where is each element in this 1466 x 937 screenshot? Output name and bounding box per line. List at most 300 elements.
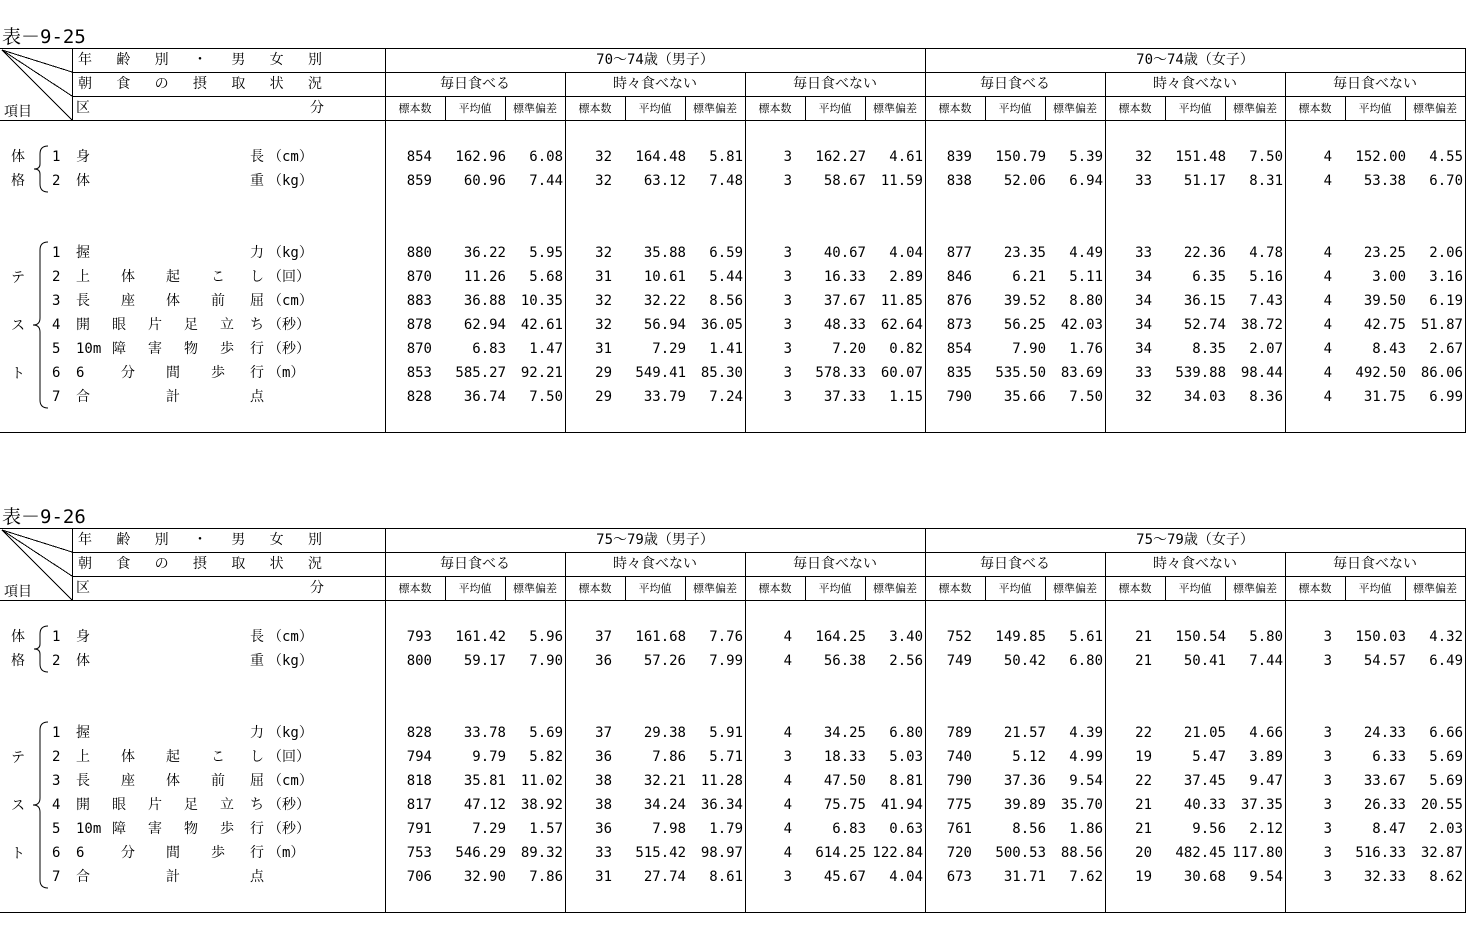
data-cell: 1.41 — [709, 341, 743, 357]
data-cell: 152.00 — [1355, 149, 1406, 165]
data-cell: 38 — [595, 797, 612, 813]
data-cell: 20 — [1135, 845, 1152, 861]
row-label-end: 長 — [250, 149, 264, 165]
subcol-label: 平均値 — [638, 102, 672, 115]
data-cell: 62.64 — [880, 317, 923, 333]
data-cell: 22 — [1135, 725, 1152, 741]
data-cell: 3.00 — [1372, 269, 1406, 285]
data-cell: 877 — [946, 245, 972, 261]
header-age-sex — [78, 52, 322, 68]
header-breakfast-char: 食 — [116, 556, 131, 572]
data-cell: 854 — [406, 149, 432, 165]
data-cell: 4.66 — [1249, 725, 1283, 741]
data-cell: 2.89 — [889, 269, 923, 285]
data-cell: 89.32 — [520, 845, 563, 861]
data-cell: 1.15 — [889, 389, 923, 405]
data-cell: 23.35 — [1003, 245, 1046, 261]
data-cell: 75.75 — [823, 797, 866, 813]
data-cell: 5.11 — [1069, 269, 1103, 285]
header-breakfast-char: 況 — [307, 556, 322, 572]
data-cell: 10.61 — [643, 269, 686, 285]
data-cell: 4 — [783, 629, 792, 645]
data-cell: 4.99 — [1069, 749, 1103, 765]
row-unit: （kg） — [268, 173, 313, 189]
data-cell: 3.40 — [889, 629, 923, 645]
data-cell: 11.59 — [880, 173, 923, 189]
data-cell: 4 — [1323, 365, 1332, 381]
data-cell: 34 — [1135, 269, 1152, 285]
data-cell: 32 — [595, 173, 612, 189]
status-label: 毎日食べない — [793, 76, 877, 92]
data-cell: 6.49 — [1429, 653, 1463, 669]
data-cell: 85.30 — [700, 365, 743, 381]
status-label: 時々食べない — [613, 76, 697, 92]
data-cell: 5.95 — [529, 245, 563, 261]
brace-physique — [34, 146, 48, 192]
data-cell: 21 — [1135, 653, 1152, 669]
row-unit: （秒） — [268, 821, 310, 837]
data-cell: 161.42 — [455, 629, 506, 645]
data-cell: 34 — [1135, 317, 1152, 333]
data-cell: 5.69 — [1429, 749, 1463, 765]
data-cell: 9.56 — [1192, 821, 1226, 837]
row-label-char: 眼 — [112, 317, 126, 333]
row-label-char: 計 — [166, 869, 180, 885]
data-cell: 52.06 — [1003, 173, 1046, 189]
row-label-char: 立 — [220, 797, 234, 813]
data-cell: 31 — [595, 869, 612, 885]
data-cell: 162.96 — [455, 149, 506, 165]
row-label-char: 物 — [184, 341, 198, 357]
row-label-char: 立 — [220, 317, 234, 333]
data-cell: 34.24 — [643, 797, 686, 813]
data-cell: 5.81 — [709, 149, 743, 165]
header-age-sex-char: 年 — [78, 532, 92, 548]
row-number: 2 — [52, 269, 61, 285]
data-cell: 33 — [1135, 245, 1152, 261]
group-female-label: 75～79歳（女子） — [1136, 532, 1254, 548]
data-cell: 5.44 — [709, 269, 743, 285]
data-cell: 4.39 — [1069, 725, 1103, 741]
status-label: 毎日食べる — [440, 76, 510, 92]
data-cell: 6.80 — [1069, 653, 1103, 669]
data-cell: 27.74 — [643, 869, 686, 885]
data-cell: 33 — [1135, 173, 1152, 189]
row-label-char: 体 — [166, 293, 180, 309]
subcol-label: 標本数 — [1118, 582, 1152, 595]
status-label: 毎日食べる — [440, 556, 510, 572]
row-number: 2 — [52, 749, 61, 765]
data-cell: 149.85 — [995, 629, 1046, 645]
row-label-char: 身 — [76, 149, 90, 165]
data-cell: 40.67 — [823, 245, 866, 261]
test-label-char: テ — [11, 270, 25, 286]
data-cell: 5.16 — [1249, 269, 1283, 285]
data-cell: 828 — [406, 389, 432, 405]
data-cell: 7.62 — [1069, 869, 1103, 885]
data-cell: 6.35 — [1192, 269, 1226, 285]
row-number: 4 — [52, 797, 61, 813]
data-cell: 34 — [1135, 293, 1152, 309]
row-unit: （m） — [268, 845, 305, 861]
data-cell: 793 — [406, 629, 432, 645]
header-division-label: 区 — [76, 100, 90, 116]
data-cell: 36 — [595, 749, 612, 765]
row-label-char: 開 — [76, 797, 90, 813]
data-cell: 31.71 — [1003, 869, 1046, 885]
data-cell: 3 — [1323, 749, 1332, 765]
data-cell: 26.33 — [1363, 797, 1406, 813]
row-label-char: 前 — [211, 773, 225, 789]
row-number: 2 — [52, 173, 61, 189]
data-cell: 7.24 — [709, 389, 743, 405]
data-cell: 3 — [1323, 725, 1332, 741]
data-cell: 62.94 — [463, 317, 506, 333]
data-cell: 21 — [1135, 629, 1152, 645]
row-label-char: 片 — [148, 317, 162, 333]
data-cell: 4.55 — [1429, 149, 1463, 165]
header-breakfast-char: 食 — [116, 76, 131, 92]
row-label-end: ち — [250, 317, 264, 333]
data-cell: 535.50 — [995, 365, 1046, 381]
data-cell: 19 — [1135, 749, 1152, 765]
data-cell: 98.97 — [700, 845, 743, 861]
data-cell: 790 — [946, 389, 972, 405]
data-cell: 6.83 — [832, 821, 866, 837]
row-unit: （秒） — [268, 317, 310, 333]
data-cell: 6.66 — [1429, 725, 1463, 741]
data-cell: 5.69 — [1429, 773, 1463, 789]
data-cell: 35.66 — [1003, 389, 1046, 405]
data-cell: 47.12 — [463, 797, 506, 813]
data-cell: 3 — [783, 365, 792, 381]
row-number: 3 — [52, 773, 61, 789]
data-cell: 2.12 — [1249, 821, 1283, 837]
data-cell: 6.08 — [529, 149, 563, 165]
data-cell: 7.29 — [652, 341, 686, 357]
data-cell: 4.04 — [889, 869, 923, 885]
header-breakfast-char: 取 — [231, 556, 246, 572]
data-cell: 4.61 — [889, 149, 923, 165]
data-cell: 150.03 — [1355, 629, 1406, 645]
data-cell: 31.75 — [1363, 389, 1406, 405]
data-cell: 3 — [1323, 797, 1332, 813]
data-cell: 818 — [406, 773, 432, 789]
data-cell: 36.15 — [1183, 293, 1226, 309]
header-age-sex-char: 男 — [231, 52, 246, 68]
status-label: 時々食べない — [613, 556, 697, 572]
data-cell: 33 — [1135, 365, 1152, 381]
data-cell: 5.68 — [529, 269, 563, 285]
test-label-char: ス — [11, 318, 25, 334]
subcol-label: 平均値 — [818, 582, 852, 595]
row-label-end: 力 — [250, 725, 264, 741]
row-label-end: 重 — [250, 173, 264, 189]
data-cell: 37.45 — [1183, 773, 1226, 789]
table-title: 表－9-25 — [2, 26, 86, 48]
header-breakfast-char: 状 — [269, 556, 284, 572]
data-cell: 38 — [595, 773, 612, 789]
row-label-end: 行 — [250, 365, 264, 381]
data-cell: 2.56 — [889, 653, 923, 669]
data-cell: 21.05 — [1183, 725, 1226, 741]
data-cell: 38.72 — [1240, 317, 1283, 333]
data-cell: 38.92 — [520, 797, 563, 813]
row-number: 5 — [52, 821, 61, 837]
row-label-end: 行 — [250, 845, 264, 861]
row-label-char: 体 — [76, 653, 90, 669]
data-cell: 870 — [406, 269, 432, 285]
row-number: 2 — [52, 653, 61, 669]
data-cell: 761 — [946, 821, 972, 837]
data-cell: 150.79 — [995, 149, 1046, 165]
data-cell: 32 — [1135, 149, 1152, 165]
data-cell: 29 — [595, 389, 612, 405]
data-cell: 37 — [595, 725, 612, 741]
data-cell: 6.94 — [1069, 173, 1103, 189]
row-label-char: 眼 — [112, 797, 126, 813]
data-cell: 7.98 — [652, 821, 686, 837]
data-cell: 6.19 — [1429, 293, 1463, 309]
data-cell: 4 — [783, 845, 792, 861]
header-age-sex-char: 女 — [269, 532, 284, 548]
data-cell: 5.71 — [709, 749, 743, 765]
data-cell: 7.44 — [529, 173, 563, 189]
row-unit: （回） — [268, 269, 310, 285]
data-cell: 3 — [1323, 869, 1332, 885]
row-number: 1 — [52, 149, 61, 165]
data-cell: 3 — [783, 869, 792, 885]
row-label-char: 6 — [76, 365, 85, 381]
data-cell: 5.91 — [709, 725, 743, 741]
subcol-label: 平均値 — [998, 582, 1032, 595]
data-cell: 3 — [783, 389, 792, 405]
data-cell: 878 — [406, 317, 432, 333]
header-breakfast-char: 朝 — [78, 76, 92, 92]
header-age-sex-char: 男 — [231, 532, 246, 548]
row-label-char: 身 — [76, 629, 90, 645]
row-label-char: 6 — [76, 845, 85, 861]
row-number: 1 — [52, 725, 61, 741]
data-cell: 31 — [595, 269, 612, 285]
header-age-sex-char: 別 — [154, 532, 169, 548]
data-cell: 3 — [1323, 653, 1332, 669]
subcol-label: 標本数 — [938, 582, 972, 595]
data-cell: 21 — [1135, 821, 1152, 837]
data-cell: 846 — [946, 269, 972, 285]
subcol-label: 標準偏差 — [1053, 582, 1097, 595]
data-cell: 4 — [1323, 245, 1332, 261]
data-cell: 720 — [946, 845, 972, 861]
data-cell: 7.90 — [1012, 341, 1046, 357]
data-cell: 50.42 — [1003, 653, 1046, 669]
data-cell: 36 — [595, 821, 612, 837]
data-cell: 6.80 — [889, 725, 923, 741]
data-cell: 876 — [946, 293, 972, 309]
group-female-label: 70～74歳（女子） — [1136, 52, 1254, 68]
row-label-end: 行 — [250, 341, 264, 357]
data-cell: 1.47 — [529, 341, 563, 357]
data-cell: 578.33 — [815, 365, 866, 381]
row-number: 1 — [52, 245, 61, 261]
row-number: 6 — [52, 845, 61, 861]
subcol-label: 標本数 — [1118, 102, 1152, 115]
row-unit: （kg） — [268, 245, 313, 261]
data-cell: 7.50 — [1249, 149, 1283, 165]
data-cell: 32 — [595, 293, 612, 309]
row-unit: （回） — [268, 749, 310, 765]
data-cell: 11.02 — [520, 773, 563, 789]
row-label-end: 行 — [250, 821, 264, 837]
subcol-label: 標本数 — [398, 102, 432, 115]
data-cell: 164.25 — [815, 629, 866, 645]
data-cell: 7.86 — [529, 869, 563, 885]
data-cell: 5.03 — [889, 749, 923, 765]
row-label-end: し — [250, 269, 264, 285]
data-cell: 706 — [406, 869, 432, 885]
data-cell: 4 — [1323, 317, 1332, 333]
row-label-char: 片 — [148, 797, 162, 813]
row-unit: （cm） — [268, 773, 313, 789]
status-label: 毎日食べる — [980, 556, 1050, 572]
row-number: 7 — [52, 869, 61, 885]
subcol-label: 平均値 — [1178, 582, 1212, 595]
data-cell: 585.27 — [455, 365, 506, 381]
data-cell: 3 — [1323, 629, 1332, 645]
header-age-sex-char: 別 — [154, 52, 169, 68]
header-breakfast-char: 状 — [269, 76, 284, 92]
row-label-end: 屈 — [250, 293, 264, 309]
row-label-char: 歩 — [211, 845, 225, 861]
data-cell: 794 — [406, 749, 432, 765]
row-label-char: 体 — [121, 269, 135, 285]
data-cell: 34.03 — [1183, 389, 1226, 405]
subcol-label: 標準偏差 — [873, 102, 917, 115]
row-label-char: 10m — [76, 341, 102, 357]
data-cell: 11.26 — [463, 269, 506, 285]
subcol-label: 標準偏差 — [1413, 102, 1457, 115]
data-cell: 32.21 — [643, 773, 686, 789]
brace-physique — [34, 626, 48, 672]
data-cell: 9.79 — [472, 749, 506, 765]
row-label-char: 害 — [148, 821, 162, 837]
data-cell: 4 — [783, 653, 792, 669]
data-cell: 3 — [783, 341, 792, 357]
row-label-char: 上 — [76, 269, 90, 285]
data-cell: 29 — [595, 365, 612, 381]
data-cell: 8.61 — [709, 869, 743, 885]
data-cell: 7.86 — [652, 749, 686, 765]
data-cell: 8.80 — [1069, 293, 1103, 309]
header-breakfast-char: 取 — [231, 76, 246, 92]
data-cell: 839 — [946, 149, 972, 165]
subcol-label: 標本数 — [578, 582, 612, 595]
data-cell: 817 — [406, 797, 432, 813]
row-label-end: ち — [250, 797, 264, 813]
header-age-sex — [78, 532, 322, 548]
data-cell: 16.33 — [823, 269, 866, 285]
data-cell: 32.90 — [463, 869, 506, 885]
row-label-end: 点 — [250, 389, 264, 405]
test-label-char: テ — [11, 750, 25, 766]
row-label-char: 計 — [166, 389, 180, 405]
data-cell: 549.41 — [635, 365, 686, 381]
data-cell: 42.03 — [1060, 317, 1103, 333]
header-breakfast-char: 摂 — [192, 76, 207, 92]
data-cell: 749 — [946, 653, 972, 669]
data-cell: 33.67 — [1363, 773, 1406, 789]
header-breakfast-char: の — [154, 556, 169, 572]
data-cell: 33.79 — [643, 389, 686, 405]
data-cell: 2.03 — [1429, 821, 1463, 837]
data-cell: 859 — [406, 173, 432, 189]
data-cell: 9.47 — [1249, 773, 1283, 789]
row-label-char: 開 — [76, 317, 90, 333]
data-cell: 791 — [406, 821, 432, 837]
subcol-label: 平均値 — [458, 582, 492, 595]
data-cell: 789 — [946, 725, 972, 741]
data-cell: 56.25 — [1003, 317, 1046, 333]
row-label-char: 体 — [76, 173, 90, 189]
data-cell: 22.36 — [1183, 245, 1226, 261]
data-cell: 21 — [1135, 797, 1152, 813]
data-cell: 3.16 — [1429, 269, 1463, 285]
group-male-label: 70～74歳（男子） — [596, 52, 714, 68]
data-cell: 752 — [946, 629, 972, 645]
data-cell: 1.57 — [529, 821, 563, 837]
data-cell: 3 — [783, 317, 792, 333]
data-cell: 4.32 — [1429, 629, 1463, 645]
row-unit: （cm） — [268, 149, 313, 165]
data-cell: 5.39 — [1069, 149, 1103, 165]
row-label-char: こ — [211, 749, 225, 765]
table-9-26 — [0, 480, 1466, 920]
subcol-label: 標準偏差 — [513, 102, 557, 115]
data-cell: 35.70 — [1060, 797, 1103, 813]
data-cell: 4 — [1323, 341, 1332, 357]
row-label-char: 座 — [121, 293, 135, 309]
subcol-label: 平均値 — [1178, 102, 1212, 115]
row-unit: （m） — [268, 365, 305, 381]
subcol-label: 平均値 — [638, 582, 672, 595]
subcol-label: 標準偏差 — [873, 582, 917, 595]
row-label-char: 足 — [184, 317, 198, 333]
status-label: 毎日食べない — [1333, 76, 1417, 92]
row-label-char: 体 — [166, 773, 180, 789]
table-title: 表－9-26 — [2, 506, 86, 528]
data-cell: 3 — [783, 149, 792, 165]
data-cell: 516.33 — [1355, 845, 1406, 861]
data-cell: 800 — [406, 653, 432, 669]
data-cell: 51.17 — [1183, 173, 1226, 189]
row-number: 5 — [52, 341, 61, 357]
row-label-char: 障 — [112, 821, 126, 837]
row-label-end: し — [250, 749, 264, 765]
data-cell: 775 — [946, 797, 972, 813]
subcol-label: 標準偏差 — [513, 582, 557, 595]
data-cell: 36.74 — [463, 389, 506, 405]
header-age-sex-char: ・ — [192, 52, 207, 68]
row-unit: （秒） — [268, 797, 310, 813]
row-label-char: 歩 — [220, 341, 234, 357]
data-cell: 4 — [783, 797, 792, 813]
data-cell: 31 — [595, 341, 612, 357]
status-label: 毎日食べる — [980, 76, 1050, 92]
row-label-char: 間 — [166, 365, 180, 381]
data-cell: 1.76 — [1069, 341, 1103, 357]
data-cell: 546.29 — [455, 845, 506, 861]
data-cell: 753 — [406, 845, 432, 861]
